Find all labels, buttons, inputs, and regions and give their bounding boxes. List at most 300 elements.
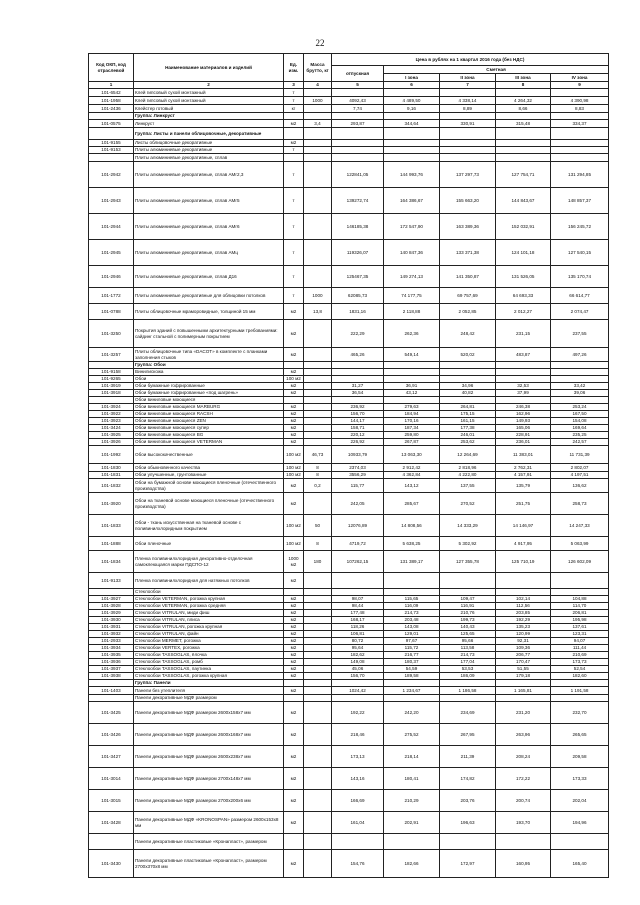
zone2-price-cell: 8,89 <box>440 105 496 113</box>
code-cell <box>89 834 134 850</box>
unit-cell: т <box>284 266 304 288</box>
zone3-price-cell <box>496 362 551 369</box>
zone3-price-cell: 4 157,91 <box>496 472 551 479</box>
table-row <box>89 551 609 573</box>
unit-cell: м2 <box>284 596 304 603</box>
release-price-cell <box>332 589 384 596</box>
zone3-price-cell: 192,29 <box>496 617 551 624</box>
code-cell <box>89 397 134 404</box>
zone3-price-cell: 162,96 <box>496 411 551 418</box>
unit-cell <box>284 113 304 120</box>
col-number: 8 <box>496 82 551 89</box>
zone4-price-cell: 137,61 <box>551 624 609 631</box>
code-cell: 101-3919 <box>89 383 134 390</box>
unit-cell <box>284 680 304 687</box>
name-cell: Стеклообои VITRULAN, миди фиш <box>134 610 284 617</box>
price-table <box>88 53 609 878</box>
unit-cell <box>284 154 304 162</box>
name-cell: Обои на тканевой основе моющиеся пленочные (отечественного производства) <box>134 493 284 515</box>
zone2-price-cell: 248,42 <box>440 320 496 348</box>
code-cell <box>89 128 134 140</box>
zone2-price-cell: 5 302,92 <box>440 537 496 551</box>
release-price-cell: 173,13 <box>332 746 384 768</box>
zone2-price-cell: 211,39 <box>440 746 496 768</box>
zone4-price-cell: 2 802,07 <box>551 464 609 472</box>
unit-cell: м2 <box>284 603 304 610</box>
mass-cell <box>304 188 332 214</box>
table-row <box>89 418 609 425</box>
zone2-price-cell: 210,76 <box>440 610 496 617</box>
name-cell: Плиты алюминиевые декоративные, сплав АМц <box>134 240 284 266</box>
release-price-cell: 149,08 <box>332 659 384 666</box>
name-cell: Плиты алюминиевые декоративные <box>134 147 284 154</box>
zone2-price-cell: 177,04 <box>440 659 496 666</box>
code-cell <box>89 695 134 702</box>
code-cell: 101-3929 <box>89 610 134 617</box>
group-row <box>89 128 609 140</box>
unit-cell <box>284 362 304 369</box>
table-row <box>89 147 609 154</box>
table-row <box>89 624 609 631</box>
table-row <box>89 596 609 603</box>
zone3-price-cell: 483,87 <box>496 348 551 362</box>
zone4-price-cell: 66 614,77 <box>551 288 609 304</box>
release-price-cell: 119326,07 <box>332 240 384 266</box>
table-row <box>89 631 609 638</box>
release-price-cell: 158,71 <box>332 425 384 432</box>
zone3-price-cell: 152 032,91 <box>496 214 551 240</box>
code-cell: 101-0788 <box>89 304 134 320</box>
header-mass: Масса брутто, кг <box>304 54 332 82</box>
release-price-cell <box>332 573 384 589</box>
zone2-price-cell: 246,01 <box>440 432 496 439</box>
name-cell: Обои - ткань искусственная на тканевой основе с поливинилхлоридным покрытием <box>134 515 284 537</box>
release-price-cell: 139272,74 <box>332 188 384 214</box>
code-cell: 101-2933 <box>89 638 134 645</box>
zone4-price-cell: 1 191,58 <box>551 687 609 695</box>
name-cell: Обои обыкновенного качества <box>134 464 284 472</box>
release-price-cell: 154,76 <box>332 850 384 878</box>
unit-cell: м2 <box>284 645 304 652</box>
mass-cell <box>304 768 332 790</box>
unit-cell <box>284 834 304 850</box>
zone2-price-cell: 69 757,69 <box>440 288 496 304</box>
release-price-cell: 98,44 <box>332 603 384 610</box>
release-price-cell: 293,87 <box>332 120 384 128</box>
release-price-cell <box>332 362 384 369</box>
zone3-price-cell: 124 101,18 <box>496 240 551 266</box>
unit-cell: м2 <box>284 702 304 724</box>
name-cell: Панели декоративные МДФ размером 2600х238х7 мм <box>134 746 284 768</box>
release-price-cell: 7,74 <box>332 105 384 113</box>
table-row <box>89 390 609 397</box>
zone3-price-cell: 236,01 <box>496 439 551 446</box>
zone1-price-cell: 180,37 <box>384 659 440 666</box>
zone1-price-cell: 202,91 <box>384 812 440 834</box>
release-price-cell: 106,81 <box>332 631 384 638</box>
header-zone4: IV зона <box>551 74 609 82</box>
code-cell: 101-3924 <box>89 404 134 411</box>
zone2-price-cell: 253,62 <box>440 439 496 446</box>
zone4-price-cell: 135 170,74 <box>551 266 609 288</box>
table-row <box>89 162 609 188</box>
name-cell: Плиты облицовочные типа «DACOT» в комплекте с планками заполнения стыков <box>134 348 284 362</box>
name-cell: Плиты алюминиевые декоративные, сплав АМг6 <box>134 214 284 240</box>
zone3-price-cell: 172,22 <box>496 768 551 790</box>
zone4-price-cell <box>551 695 609 702</box>
table-row <box>89 638 609 645</box>
zone2-price-cell: 267,95 <box>440 724 496 746</box>
mass-cell <box>304 390 332 397</box>
name-cell: Линкруст <box>134 120 284 128</box>
zone1-price-cell: 259,80 <box>384 432 440 439</box>
zone3-price-cell: 135,23 <box>496 624 551 631</box>
mass-cell <box>304 850 332 878</box>
mass-cell <box>304 362 332 369</box>
zone1-price-cell: 164 386,67 <box>384 188 440 214</box>
zone4-price-cell: 253,24 <box>551 404 609 411</box>
zone3-price-cell: 4 264,32 <box>496 97 551 105</box>
name-cell: Клей гипсовый сухой монтажный <box>134 89 284 97</box>
zone3-price-cell: 51,55 <box>496 666 551 673</box>
zone1-price-cell: 129,01 <box>384 631 440 638</box>
zone3-price-cell <box>496 376 551 383</box>
zone4-price-cell: 111,44 <box>551 645 609 652</box>
release-price-cell: 143,16 <box>332 768 384 790</box>
zone1-price-cell: 203,48 <box>384 617 440 624</box>
zone4-price-cell: 33,42 <box>551 383 609 390</box>
unit-cell: м2 <box>284 631 304 638</box>
mass-cell <box>304 573 332 589</box>
code-cell: 101-3927 <box>89 596 134 603</box>
name-cell: Покрытия зданий с повышенными архитектурными требованиями: сайдинг стальной с полимерным покрытием <box>134 320 284 348</box>
table-row <box>89 188 609 214</box>
table-row <box>89 479 609 493</box>
mass-cell: 8 <box>304 537 332 551</box>
table-row <box>89 617 609 624</box>
mass-cell <box>304 418 332 425</box>
zone2-price-cell: 34,96 <box>440 383 496 390</box>
release-price-cell: 161,04 <box>332 812 384 834</box>
table-row <box>89 446 609 464</box>
mass-cell <box>304 266 332 288</box>
unit-cell: м2 <box>284 812 304 834</box>
code-cell: 101-9155 <box>89 140 134 147</box>
unit-cell: м2 <box>284 439 304 446</box>
zone1-price-cell: 43,12 <box>384 390 440 397</box>
zone1-price-cell: 214,73 <box>384 610 440 617</box>
zone2-price-cell <box>440 680 496 687</box>
release-price-cell: 62085,73 <box>332 288 384 304</box>
table-row <box>89 493 609 515</box>
unit-cell: м2 <box>284 479 304 493</box>
release-price-cell: 1831,16 <box>332 304 384 320</box>
code-cell: 101-2945 <box>89 240 134 266</box>
release-price-cell: 226,92 <box>332 439 384 446</box>
zone3-price-cell <box>496 695 551 702</box>
code-cell: 101-6542 <box>89 89 134 97</box>
zone2-price-cell: 330,91 <box>440 120 496 128</box>
table-row <box>89 304 609 320</box>
zone2-price-cell: 155 663,20 <box>440 188 496 214</box>
unit-cell <box>284 128 304 140</box>
name-cell: Пленка поливинилхлоридная для натяжных потолков <box>134 573 284 589</box>
unit-cell: м2 <box>284 425 304 432</box>
table-row <box>89 369 609 376</box>
table-row <box>89 834 609 850</box>
release-price-cell <box>332 154 384 162</box>
mass-cell: 13,8 <box>304 304 332 320</box>
name-cell: Плиты облицовочные мраморовидные, толщиной 15 мм <box>134 304 284 320</box>
mass-cell <box>304 834 332 850</box>
zone3-price-cell: 160,95 <box>496 850 551 878</box>
unit-cell: кг <box>284 105 304 113</box>
code-cell: 101-2943 <box>89 188 134 214</box>
unit-cell: т <box>284 188 304 214</box>
table-row <box>89 105 609 113</box>
zone3-price-cell: 203,85 <box>496 610 551 617</box>
group-row <box>89 680 609 687</box>
zone1-price-cell: 242,20 <box>384 702 440 724</box>
mass-cell <box>304 240 332 266</box>
table-row <box>89 240 609 266</box>
unit-cell: м2 <box>284 652 304 659</box>
unit-cell: м2 <box>284 369 304 376</box>
zone4-price-cell <box>551 140 609 147</box>
zone4-price-cell <box>551 369 609 376</box>
name-cell: Панели декоративные МДФ размером 2600х168х7 мм <box>134 724 284 746</box>
name-cell: Обои виниловые моющиеся ZEN <box>134 418 284 425</box>
zone1-price-cell <box>384 376 440 383</box>
zone4-price-cell <box>551 89 609 97</box>
zone3-price-cell: 144 843,67 <box>496 188 551 214</box>
name-cell: Обои пленочные <box>134 537 284 551</box>
mass-cell <box>304 673 332 680</box>
table-row <box>89 515 609 537</box>
mass-cell <box>304 631 332 638</box>
zone4-price-cell: 11 731,39 <box>551 446 609 464</box>
zone4-price-cell: 173,33 <box>551 768 609 790</box>
header-zone3: III зона <box>496 74 551 82</box>
table-row <box>89 214 609 240</box>
zone3-price-cell: 135,79 <box>496 479 551 493</box>
zone1-price-cell: 36,91 <box>384 383 440 390</box>
table-row <box>89 472 609 479</box>
name-cell: Плиты алюминиевые декоративные, сплав Д16 <box>134 266 284 288</box>
zone4-price-cell: 39,06 <box>551 390 609 397</box>
header-unit: Ед. изм. <box>284 54 304 82</box>
code-cell: 101-3424 <box>89 425 134 432</box>
code-cell: 101-9133 <box>89 573 134 589</box>
zone1-price-cell: 13 063,30 <box>384 446 440 464</box>
zone2-price-cell <box>440 573 496 589</box>
header-estimate: Сметная <box>384 66 609 74</box>
mass-cell <box>304 425 332 432</box>
zone3-price-cell <box>496 128 551 140</box>
unit-cell: т <box>284 288 304 304</box>
zone1-price-cell: 116,09 <box>384 603 440 610</box>
code-cell: 101-3918 <box>89 390 134 397</box>
unit-cell: м2 <box>284 390 304 397</box>
release-price-cell: 36,54 <box>332 390 384 397</box>
zone1-price-cell <box>384 589 440 596</box>
name-cell: Стеклообои MERMET, рогожка <box>134 638 284 645</box>
zone3-price-cell: 11 383,01 <box>496 446 551 464</box>
zone3-price-cell <box>496 573 551 589</box>
mass-cell <box>304 746 332 768</box>
name-cell: Клей гипсовый сухой монтажный <box>134 97 284 105</box>
table-row <box>89 140 609 147</box>
zone3-price-cell: 102,14 <box>496 596 551 603</box>
release-price-cell <box>332 147 384 154</box>
col-number: 6 <box>384 82 440 89</box>
table-row <box>89 812 609 834</box>
zone4-price-cell: 156 245,72 <box>551 214 609 240</box>
zone3-price-cell: 206,77 <box>496 652 551 659</box>
zone1-price-cell <box>384 89 440 97</box>
mass-cell: 0,2 <box>304 479 332 493</box>
zone4-price-cell: 165,40 <box>551 850 609 878</box>
code-cell: 101-1403 <box>89 687 134 695</box>
mass-cell <box>304 617 332 624</box>
release-price-cell: 192,22 <box>332 702 384 724</box>
zone4-price-cell <box>551 680 609 687</box>
code-cell: 101-9265 <box>89 376 134 383</box>
zone1-price-cell: 143,12 <box>384 479 440 493</box>
zone2-price-cell: 203,76 <box>440 790 496 812</box>
zone1-price-cell <box>384 834 440 850</box>
code-cell: 101-3934 <box>89 645 134 652</box>
code-cell: 101-3935 <box>89 652 134 659</box>
zone4-price-cell <box>551 834 609 850</box>
release-price-cell <box>332 140 384 147</box>
zone2-price-cell: 53,53 <box>440 666 496 673</box>
zone1-price-cell <box>384 397 440 404</box>
code-cell: 101-1834 <box>89 551 134 573</box>
table-row <box>89 768 609 790</box>
mass-cell <box>304 666 332 673</box>
name-cell: Обои виниловые моющиеся <box>134 397 284 404</box>
mass-cell: 1000 <box>304 97 332 105</box>
table-row <box>89 652 609 659</box>
table-row <box>89 659 609 666</box>
zone4-price-cell: 265,65 <box>551 724 609 746</box>
name-cell: Обои высококачественные <box>134 446 284 464</box>
zone2-price-cell: 141 350,87 <box>440 266 496 288</box>
zone3-price-cell: 37,99 <box>496 390 551 397</box>
zone1-price-cell <box>384 113 440 120</box>
zone2-price-cell: 175,15 <box>440 411 496 418</box>
zone2-price-cell: 199,73 <box>440 617 496 624</box>
unit-cell: 1000 м2 <box>284 551 304 573</box>
zone1-price-cell: 5 638,25 <box>384 537 440 551</box>
unit-cell: м2 <box>284 768 304 790</box>
name-cell: Стеклообои <box>134 589 284 596</box>
zone2-price-cell <box>440 695 496 702</box>
zone4-price-cell: 114,70 <box>551 603 609 610</box>
release-price-cell: 122841,05 <box>332 162 384 188</box>
name-cell: Стеклообои VITRULAN, плиса <box>134 617 284 624</box>
zone1-price-cell: 216,77 <box>384 652 440 659</box>
zone1-price-cell: 180,41 <box>384 768 440 790</box>
unit-cell: 100 м2 <box>284 537 304 551</box>
name-cell: Стеклообои TASSOGLAS, ромб <box>134 659 284 666</box>
zone3-price-cell <box>496 589 551 596</box>
zone1-price-cell: 4 489,50 <box>384 97 440 105</box>
zone4-price-cell <box>551 362 609 369</box>
zone4-price-cell: 202,04 <box>551 790 609 812</box>
table-row <box>89 666 609 673</box>
name-cell: Панели без утеплителя <box>134 687 284 695</box>
zone2-price-cell <box>440 834 496 850</box>
code-cell: 101-1772 <box>89 288 134 304</box>
name-cell: Панели декоративные пластиковые «Кронапласт», размером 2700х370х8 мм <box>134 850 284 878</box>
mass-cell <box>304 113 332 120</box>
header-zone2: II зона <box>440 74 496 82</box>
zone4-price-cell: 242,57 <box>551 439 609 446</box>
unit-cell: м2 <box>284 850 304 878</box>
release-price-cell: 166,69 <box>332 790 384 812</box>
unit-cell: м2 <box>284 404 304 411</box>
zone1-price-cell: 144 993,76 <box>384 162 440 188</box>
zone3-price-cell: 228,91 <box>496 432 551 439</box>
mass-cell <box>304 695 332 702</box>
zone3-price-cell: 32,53 <box>496 383 551 390</box>
zone3-price-cell: 149,93 <box>496 418 551 425</box>
code-cell: 101-2946 <box>89 266 134 288</box>
name-cell: Обои на бумажной основе моющиеся пленочные (отечественного производства) <box>134 479 284 493</box>
name-cell: Панели декоративные МДФ размером 2600х158х7 мм <box>134 702 284 724</box>
zone2-price-cell: 186,09 <box>440 673 496 680</box>
table-row <box>89 573 609 589</box>
zone1-price-cell: 149 274,13 <box>384 266 440 288</box>
unit-cell: м2 <box>284 304 304 320</box>
zone3-price-cell <box>496 397 551 404</box>
zone1-price-cell: 172 547,90 <box>384 214 440 240</box>
unit-cell: т <box>284 147 304 154</box>
zone2-price-cell: 264,81 <box>440 404 496 411</box>
table-row <box>89 673 609 680</box>
zone3-price-cell: 120,99 <box>496 631 551 638</box>
zone4-price-cell: 209,58 <box>551 746 609 768</box>
unit-cell: 100 м2 <box>284 515 304 537</box>
zone3-price-cell: 165,06 <box>496 425 551 432</box>
name-cell: Обои виниловые моющиеся MARBURG <box>134 404 284 411</box>
table-row <box>89 537 609 551</box>
zone2-price-cell: 137 297,73 <box>440 162 496 188</box>
name-cell: Группа: Обои <box>134 362 284 369</box>
mass-cell: 3,4 <box>304 120 332 128</box>
zone3-price-cell <box>496 834 551 850</box>
unit-cell: 100 м2 <box>284 376 304 383</box>
zone4-price-cell: 167,50 <box>551 411 609 418</box>
zone2-price-cell: 14 333,29 <box>440 515 496 537</box>
name-cell: Плиты алюминиевые декоративные, сплав <box>134 154 284 162</box>
zone4-price-cell <box>551 376 609 383</box>
zone1-price-cell: 74 177,75 <box>384 288 440 304</box>
unit-cell: м2 <box>284 746 304 768</box>
zone2-price-cell: 12 264,69 <box>440 446 496 464</box>
zone4-price-cell: 173,73 <box>551 659 609 666</box>
unit-cell: т <box>284 97 304 105</box>
zone3-price-cell: 251,75 <box>496 493 551 515</box>
unit-cell: т <box>284 214 304 240</box>
zone4-price-cell: 123,31 <box>551 631 609 638</box>
zone3-price-cell: 64 693,33 <box>496 288 551 304</box>
zone2-price-cell: 4 222,80 <box>440 472 496 479</box>
zone2-price-cell: 1 186,58 <box>440 687 496 695</box>
zone3-price-cell <box>496 680 551 687</box>
